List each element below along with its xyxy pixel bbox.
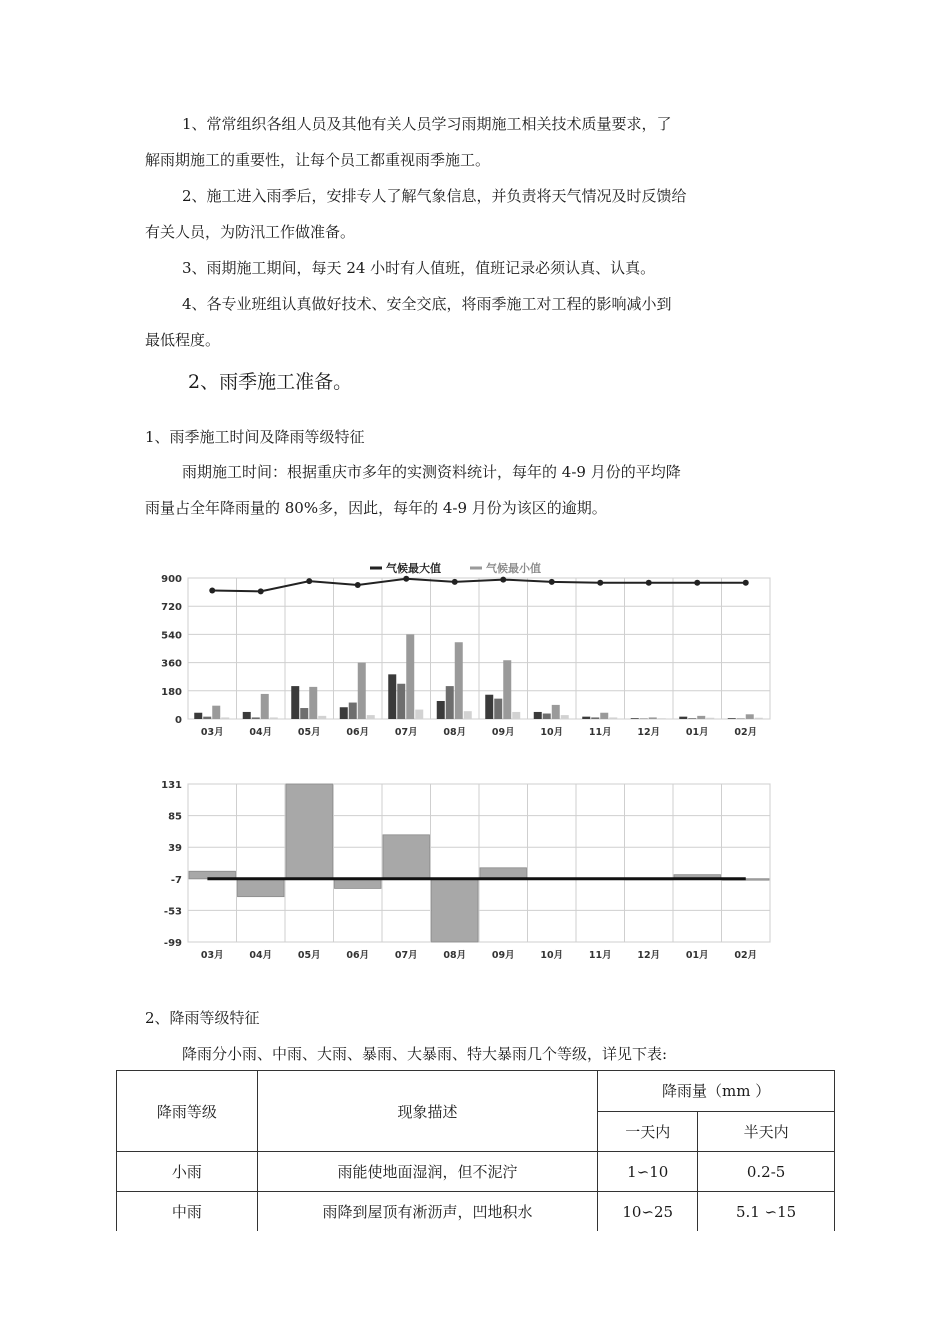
x-tick-label: 06月 bbox=[346, 727, 370, 738]
y-tick-label: 180 bbox=[161, 686, 182, 698]
bar bbox=[358, 663, 366, 719]
x-tick-label: 04月 bbox=[249, 727, 273, 738]
table-row bbox=[117, 1152, 835, 1192]
bar bbox=[480, 868, 527, 879]
bar bbox=[706, 718, 714, 719]
bar bbox=[286, 784, 333, 879]
paragraph-1-line-2: 解雨期施工的重要性，让每个员工都重视雨季施工。 bbox=[145, 151, 491, 169]
bar bbox=[300, 708, 308, 719]
y-tick-label: 900 bbox=[161, 574, 182, 585]
bar bbox=[503, 660, 511, 719]
paragraph-1-line-1: 1、常常组织各组人员及其他有关人员学习雨期施工相关技术质量要求，了 bbox=[182, 115, 672, 133]
bar bbox=[609, 717, 617, 719]
bar bbox=[238, 879, 285, 897]
bar bbox=[755, 718, 763, 719]
paragraph-3: 3、雨期施工期间，每天 24 小时有人值班，值班记录必须认真、认真。 bbox=[182, 259, 656, 277]
y-tick-label: -7 bbox=[170, 874, 182, 886]
header-half-day: 半天内 bbox=[698, 1111, 835, 1152]
bar bbox=[383, 835, 430, 879]
cell-level: 小雨 bbox=[117, 1152, 258, 1192]
line-point bbox=[403, 576, 409, 582]
header-level: 降雨等级 bbox=[117, 1071, 258, 1152]
bar bbox=[252, 717, 260, 719]
x-tick-label: 08月 bbox=[443, 727, 467, 738]
subsection-2-heading: 2、降雨等级特征 bbox=[145, 1009, 260, 1027]
subsection-1-text-line-2: 雨量占全年降雨量的 80%多，因此，每年的 4-9 月份为该区的逾期。 bbox=[145, 499, 607, 517]
x-tick-label: 07月 bbox=[394, 727, 418, 738]
bar bbox=[494, 699, 502, 719]
bar bbox=[309, 687, 317, 719]
bar bbox=[600, 713, 608, 719]
paragraph-2-line-2: 有关人员，为防汛工作做准备。 bbox=[145, 223, 356, 241]
line-point bbox=[258, 588, 264, 594]
bar bbox=[543, 714, 551, 719]
bar bbox=[437, 701, 445, 719]
bar bbox=[464, 711, 472, 719]
paragraph-4-line-1: 4、各专业班组认真做好技术、安全交底，将雨季施工对工程的影响减小到 bbox=[182, 295, 672, 313]
bar bbox=[591, 717, 599, 719]
table-row bbox=[117, 1192, 835, 1232]
x-tick-label: 01月 bbox=[685, 950, 709, 961]
bar bbox=[485, 695, 493, 719]
bar bbox=[291, 686, 299, 719]
bar bbox=[658, 718, 666, 719]
x-tick-label: 05月 bbox=[297, 727, 321, 738]
line-point bbox=[597, 580, 603, 586]
x-tick-label: 07月 bbox=[394, 950, 418, 961]
bar bbox=[340, 707, 348, 719]
x-tick-label: 02月 bbox=[734, 950, 758, 961]
bar bbox=[243, 712, 251, 719]
cell-description: 雨降到屋顶有淅沥声，凹地积水 bbox=[257, 1192, 597, 1232]
bar bbox=[512, 712, 520, 719]
x-tick-label: 12月 bbox=[637, 950, 661, 961]
bar bbox=[561, 715, 569, 719]
line-point bbox=[209, 588, 215, 594]
subsection-1-text-line-1: 雨期施工时间：根据重庆市多年的实测资料统计，每年的 4-9 月份的平均降 bbox=[182, 463, 681, 481]
bar bbox=[432, 879, 479, 942]
bar bbox=[534, 712, 542, 719]
bar bbox=[631, 718, 639, 719]
line-point bbox=[306, 578, 312, 584]
line-point bbox=[549, 579, 555, 585]
y-tick-label: 720 bbox=[161, 602, 182, 614]
bar bbox=[406, 634, 414, 719]
header-one-day: 一天内 bbox=[598, 1111, 698, 1152]
cell-one-day: 10∽25 bbox=[598, 1192, 698, 1232]
y-tick-label: 360 bbox=[161, 658, 182, 670]
rainfall-level-table bbox=[116, 1070, 835, 1231]
bar bbox=[455, 642, 463, 719]
bar bbox=[446, 686, 454, 719]
header-description: 现象描述 bbox=[257, 1071, 597, 1152]
bar bbox=[697, 716, 705, 719]
subsection-1-heading: 1、雨季施工时间及降雨等级特征 bbox=[145, 428, 365, 446]
x-tick-label: 09月 bbox=[491, 727, 515, 738]
paragraph-4-line-2: 最低程度。 bbox=[145, 331, 221, 349]
x-tick-label: 02月 bbox=[734, 727, 758, 738]
table-header-row bbox=[117, 1071, 835, 1112]
bar bbox=[746, 714, 754, 719]
bar bbox=[397, 684, 405, 719]
line-point bbox=[452, 579, 458, 585]
rainfall-anomaly-chart bbox=[150, 760, 780, 970]
line-point bbox=[500, 577, 506, 583]
x-tick-label: 06月 bbox=[346, 950, 370, 961]
header-rainfall-amount: 降雨量（mm ） bbox=[598, 1071, 835, 1112]
cell-half-day: 0.2-5 bbox=[698, 1152, 835, 1192]
cell-half-day: 5.1 ∽15 bbox=[698, 1192, 835, 1232]
bar bbox=[318, 716, 326, 719]
bar bbox=[203, 717, 211, 719]
bar bbox=[349, 703, 357, 719]
cell-description: 雨能使地面湿润，但不泥泞 bbox=[257, 1152, 597, 1192]
y-tick-label: -99 bbox=[163, 938, 182, 949]
bar bbox=[221, 717, 229, 719]
x-tick-label: 04月 bbox=[249, 950, 273, 961]
x-tick-label: 11月 bbox=[588, 950, 612, 961]
bar bbox=[582, 717, 590, 719]
x-tick-label: 05月 bbox=[297, 950, 321, 961]
y-tick-label: 85 bbox=[168, 811, 182, 823]
y-tick-label: 540 bbox=[161, 630, 182, 642]
x-tick-label: 01月 bbox=[685, 727, 709, 738]
subsection-2-intro: 降雨分小雨、中雨、大雨、暴雨、大暴雨、特大暴雨几个等级，详见下表: bbox=[182, 1045, 668, 1063]
legend-label: 气候最小值 bbox=[486, 562, 541, 575]
rainfall-extremes-chart bbox=[150, 540, 780, 745]
x-tick-label: 03月 bbox=[200, 950, 224, 961]
section-heading: 2、雨季施工准备。 bbox=[188, 371, 353, 393]
x-tick-label: 10月 bbox=[540, 950, 564, 961]
bar bbox=[679, 717, 687, 719]
x-tick-label: 10月 bbox=[540, 727, 564, 738]
bar bbox=[270, 717, 278, 719]
bar bbox=[212, 706, 220, 719]
y-tick-label: 0 bbox=[175, 715, 182, 726]
y-tick-label: 39 bbox=[168, 843, 182, 855]
legend-label: 气候最大值 bbox=[386, 562, 441, 575]
x-tick-label: 09月 bbox=[491, 950, 515, 961]
x-tick-label: 03月 bbox=[200, 727, 224, 738]
bar bbox=[367, 715, 375, 719]
cell-level: 中雨 bbox=[117, 1192, 258, 1232]
x-tick-label: 11月 bbox=[588, 727, 612, 738]
bar bbox=[415, 710, 423, 719]
bar bbox=[388, 674, 396, 719]
paragraph-2-line-1: 2、施工进入雨季后，安排专人了解气象信息，并负责将天气情况及时反馈给 bbox=[182, 187, 687, 205]
x-tick-label: 12月 bbox=[637, 727, 661, 738]
line-point bbox=[646, 580, 652, 586]
line-point bbox=[694, 580, 700, 586]
bar bbox=[737, 719, 745, 720]
bar bbox=[194, 713, 202, 719]
bar bbox=[640, 719, 648, 720]
bar bbox=[261, 694, 269, 719]
cell-one-day: 1∽10 bbox=[598, 1152, 698, 1192]
x-tick-label: 08月 bbox=[443, 950, 467, 961]
y-tick-label: 131 bbox=[161, 780, 182, 791]
line-point bbox=[355, 582, 361, 588]
bar bbox=[688, 718, 696, 719]
line-point bbox=[743, 580, 749, 586]
y-tick-label: -53 bbox=[163, 906, 182, 918]
bar bbox=[552, 705, 560, 719]
bar bbox=[649, 717, 657, 719]
bar bbox=[728, 718, 736, 719]
